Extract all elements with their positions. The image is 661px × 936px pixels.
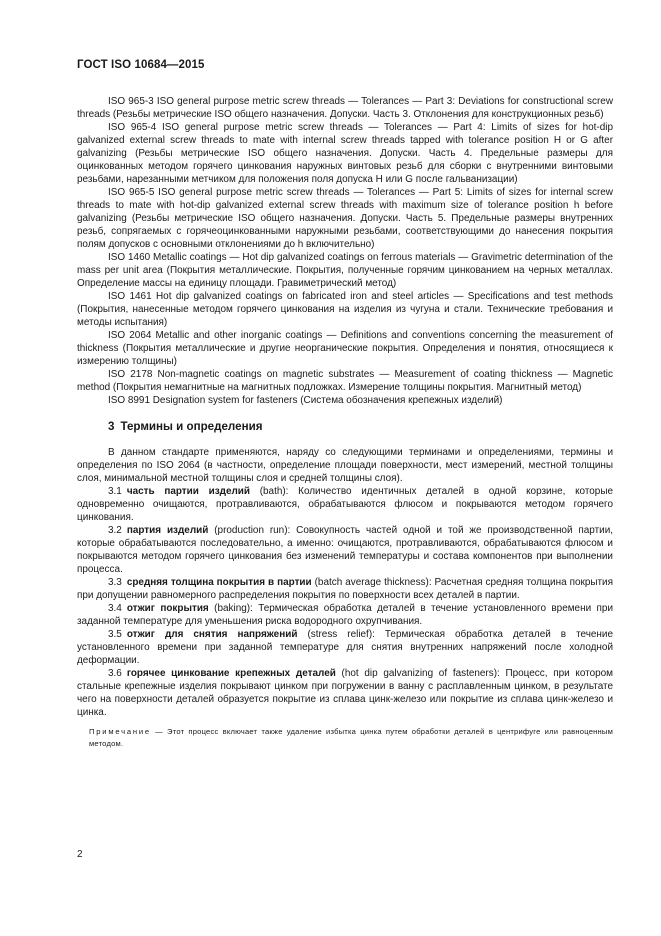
term-definition (77, 628, 613, 667)
reference-item: ISO 2178 Non-magnetic coatings on magnetic substrates — Measurement of coating thickness — Magnetic method (Покрытия немагнитные на магнитных подложках. Измерение толщины покрытия. Магнитный метод) (77, 369, 613, 393)
note-text: — Этот процесс включает также удаление избытка цинка путем обработки деталей в центрифуге или равноценным методом. (89, 727, 613, 748)
term-number: 3.4 (108, 603, 122, 614)
page-number: 2 (77, 849, 83, 860)
section-title: Термины и определения (120, 420, 263, 433)
term-name: часть партии изделий (126, 486, 251, 497)
term-text: (hot dip galvanizing of fasteners): Процесс, при котором стальные крепежные изделия покрывают цинком при погружении в ванну с расплавленным цинком, в результате чего на поверхности деталей образуется покрытие из сплава цинк-железо или покрытие из сплава цинк-железо и цинка. (77, 668, 613, 718)
term-definition (77, 576, 613, 602)
reference-item: ISO 965-5 ISO general purpose metric screw threads — Tolerances — Part 5: Limits of sizes for internal screw threads to mate with hot-dip galvanized external screw threads with maximum size of tolerance position h before galvanizing (Резьбы метрические ISO общего назначения. Допуски. Часть 5. Предельные размеры внутренних резьб, сопрягаемых с горячеоцинкованными наружными резьбами, соответствующими до нанесения покрытия полям допусков с основными отклонениями до h включительно) (77, 187, 613, 250)
term-definition (77, 602, 613, 628)
term-text: (stress relief): Термическая обработка деталей в течение установленного времени при заданной температуре для снятия внутренних напряжений после холодной деформации. (77, 629, 613, 666)
term-number: 3.3 (108, 577, 122, 588)
reference-item: ISO 965-4 ISO general purpose metric screw threads — Tolerances — Part 4: Limits of sizes for hot-dip galvanized external screw threads to mate with internal screw threads tapped with tolerance position H or G after galvanizing (Резьбы метрические ISO общего назначения. Допуски. Часть 4. Предельные размеры для оцинкованных методом горячего цинкования наружных винтовых резьб для сборки с внутренними винтовыми резьбами, нарезанными метчиком для положения поля допуска H или G после гальванизации) (77, 122, 613, 185)
term-number: 3.2 (108, 525, 122, 536)
term-definition (77, 667, 613, 719)
reference-item: ISO 2064 Metallic and other inorganic coatings — Definitions and conventions concerning the measurement of thickness (Покрытия металлические и другие неорганические покрытия. Определения и понятия, относящиеся к измерению толщины) (77, 330, 613, 367)
reference-item: ISO 1461 Hot dip galvanized coatings on fabricated iron and steel articles — Specifications and test methods (Покрытия, нанесенные методом горячего цинкования на изделия из чугуна и стали. Технические требования и методы испытания) (77, 291, 613, 328)
reference-item: ISO 1460 Metallic coatings — Hot dip galvanized coatings on ferrous materials — Gravimetric determination of the mass per unit area (Покрытия металлические. Покрытия, полученные горячим цинкованием на черных металлах. Определение массы на единицу площади. Гравиметрический метод) (77, 252, 613, 289)
term-name: отжиг для снятия напряжений (126, 629, 298, 640)
term-definition (77, 485, 613, 524)
reference-item: ISO 965-3 ISO general purpose metric screw threads — Tolerances — Part 3: Deviations for constructional screw threads (Резьбы метрические ISO общего назначения. Допуски. Часть 3. Отклонения для конструкционных резьб) (77, 96, 613, 120)
term-number: 3.5 (108, 629, 122, 640)
term-number: 3.6 (108, 668, 122, 679)
term-definition (77, 524, 613, 576)
term-text: (bath): Количество идентичных деталей в одной корзине, которые одновременно очищаются, протравливаются, обрабатываются флюсом и покрываются методом горячего цинкования. (77, 486, 613, 523)
note (77, 726, 613, 749)
section-intro: В данном стандарте применяются, наряду со следующими терминами и определениями, термины и определения по ISO 2064 (в частности, определение площади поверхности, мест измерений, местной толщины слоя, минимальной местной толщины слоя и средней толщины слоя). (77, 447, 613, 484)
term-text: (production run): Совокупность частей одной и той же производственной партии, которые обрабатываются последовательно, а именно: очищаются, протравливаются, обрабатываются флюсом и покрываются методом горячего цинкования без изменений температуры и состава компонентов при выполнении процесса. (77, 525, 614, 575)
term-name: горячее цинкование крепежных деталей (126, 668, 336, 679)
reference-item: ISO 8991 Designation system for fasteners (Система обозначения крепежных изделий) (108, 395, 503, 406)
term-text: (batch average thickness): Расчетная средняя толщина покрытия при допущении равномерного распределения покрытия по поверхности всех деталей в партии. (77, 577, 613, 601)
note-label: Примечание (89, 727, 151, 736)
term-name: партия изделий (126, 525, 209, 536)
document-header: ГОСТ ISO 10684—2015 (77, 59, 205, 71)
term-name: средняя толщина покрытия в партии (126, 577, 312, 588)
term-text: (baking): Термическая обработка деталей в течение установленного времени при заданной температуре для уменьшения риска водородного охрупчивания. (77, 603, 613, 627)
section-number: 3 (108, 420, 115, 433)
term-number: 3.1 (108, 486, 122, 497)
section-heading (108, 420, 613, 433)
term-name: отжиг покрытия (126, 603, 209, 614)
document-body (77, 95, 613, 749)
